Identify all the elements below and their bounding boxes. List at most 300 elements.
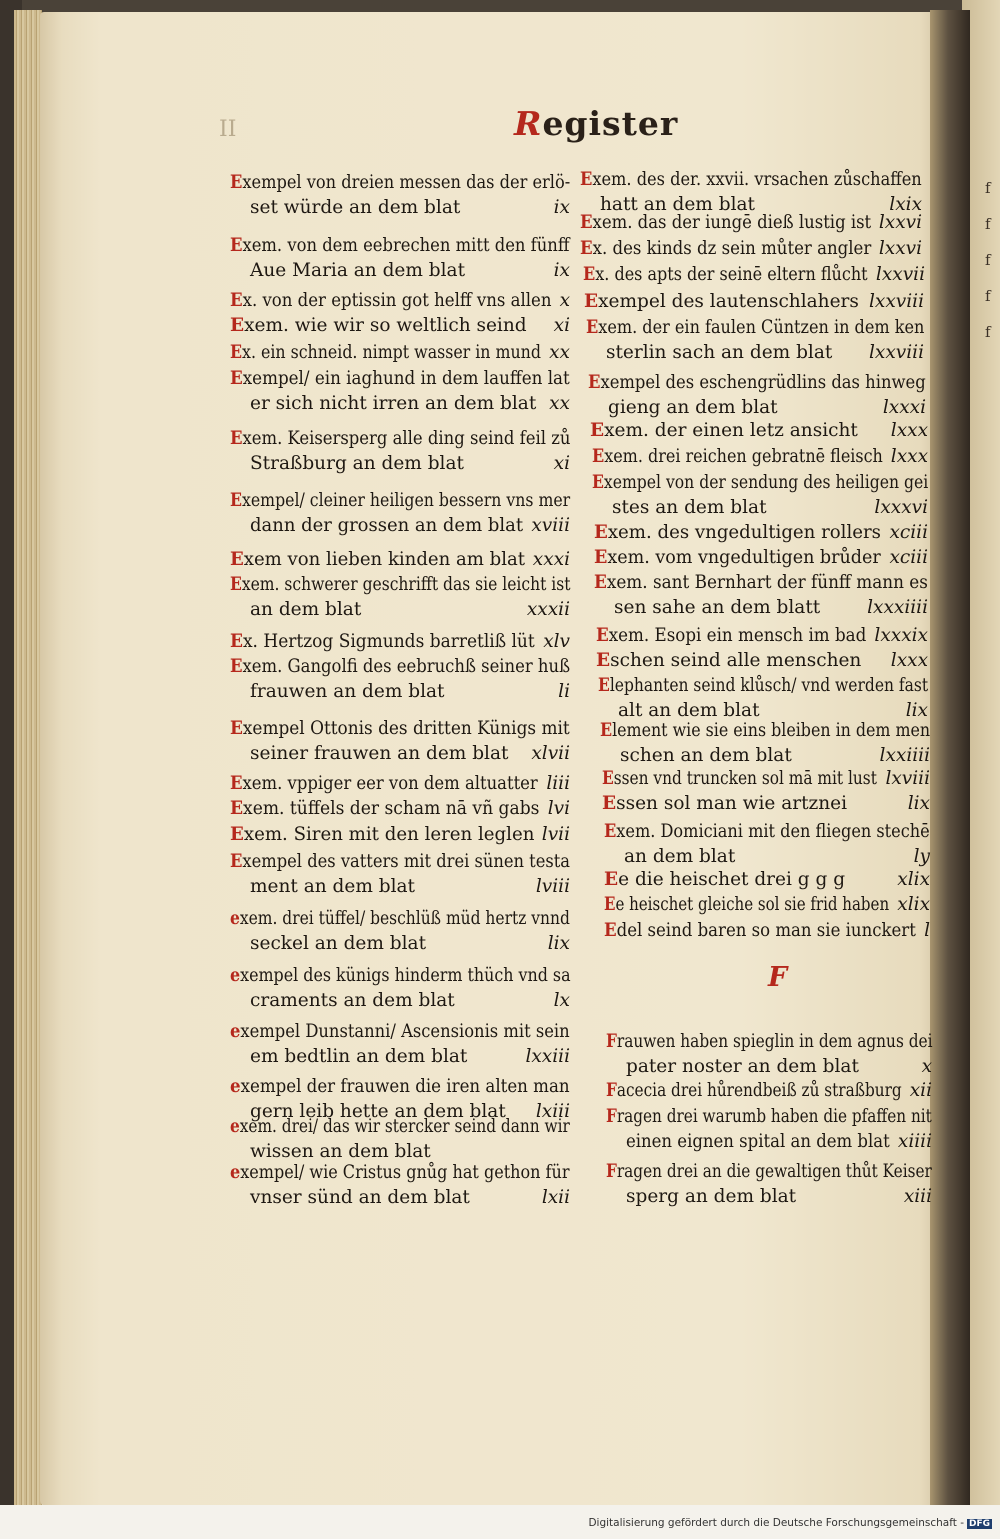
entry-text [230,288,552,313]
entry-text [588,370,926,395]
register-entry [230,963,570,1013]
rubricated-initial: E [586,317,599,338]
next-page-margin-letters [985,170,1000,350]
entry-line [230,771,570,796]
register-entry [230,796,570,821]
register-entry [592,470,928,520]
entry-text-rest: rauwen haben spieglin in dem agnus dei [616,1031,933,1052]
folio-reference: lxxvii [875,264,925,285]
entry-text-rest: ssen sol man wie artznei [616,793,848,814]
entry-line [230,451,570,476]
register-entry [586,315,924,365]
entry-text: an dem blat [624,846,736,867]
folio-reference: xciii [889,547,928,568]
entry-text [230,426,570,451]
entry-line [230,195,570,220]
register-entry [604,867,930,892]
rubricated-initial: e [230,1021,241,1042]
entry-text-rest: xem. schwerer geschrifft das sie leicht ist [241,574,571,595]
entry-text [230,796,539,821]
entry-text [604,867,845,892]
entry-text [230,1019,570,1044]
entry-text [230,771,538,796]
folio-reference: lix [905,700,928,721]
register-entry [230,366,570,416]
entry-line [592,495,928,520]
folio-reference: lxxiiii [879,745,930,766]
register-entry [230,629,570,654]
entry-text-rest: xempel von dreien messen das der erlö- [242,172,571,193]
rubricated-initial: E [230,490,242,511]
heading-initial: R [514,104,543,143]
entry-text-rest: xempel/ cleiner heiligen bessern vns mer [241,490,571,511]
entry-text-rest: xem. der ein faulen Cüntzen in dem ken [598,317,925,338]
entry-line [580,236,922,261]
entry-text [230,629,535,654]
entry-text [594,520,881,545]
entry-text-rest: e heischet gleiche sol sie frid haben [615,894,890,915]
entry-line [592,470,928,495]
rubricated-initial: E [592,472,604,493]
entry-text-rest: xempel Dunstanni/ Ascensionis mit sein [240,1021,570,1042]
entry-line [230,629,570,654]
entry-text-rest: x. des kinds dz sein můter angler [592,238,872,259]
entry-text: seiner frauwen an dem blat [250,743,509,764]
register-entry [592,444,928,469]
register-entry [604,819,930,869]
entry-text [600,718,930,743]
entry-text [594,545,881,570]
rubricated-initial: e [230,1076,241,1097]
rubricated-initial: e [230,965,241,986]
entry-text-rest: xem. tüffels der scham nā vñ gabs [243,798,540,819]
folio-reference: lxviii [885,768,930,789]
folio-reference: lxxx [890,650,928,671]
entry-text [606,1029,933,1054]
rubricated-initial: E [596,625,609,646]
rubricated-initial: F [606,1106,617,1127]
entry-text [230,488,570,513]
entry-text-rest: xem. Keisersperg alle ding seind feil zů [242,428,571,449]
entry-line [230,849,570,874]
rubricated-initial: E [580,169,593,190]
rubricated-initial: E [596,650,611,671]
entry-line [230,597,570,622]
register-entry [602,766,930,791]
entry-text [594,570,928,595]
entry-text [580,210,871,235]
entry-text: schen an dem blat [620,745,792,766]
entry-line [580,210,922,235]
entry-text [604,892,889,917]
folio-reference: lxxviii [869,342,924,363]
entry-text-rest: del seind baren so man sie iunckert [616,920,916,941]
entry-line [592,444,928,469]
register-entry [594,545,928,570]
entry-text-rest: lephanten seind klůsch/ vnd werden fast [609,675,929,696]
entry-text-rest: xempel des künigs hinderm thüch vnd sa [240,965,571,986]
entry-text: gieng an dem blat [608,397,778,418]
folio-reference: xi [553,315,570,336]
rubricated-initial: E [588,372,601,393]
entry-text-rest: ragen drei warumb haben die pfaffen nit [616,1106,932,1127]
heading-rest: egister [542,104,679,143]
entry-text-rest: xem. der einen letz ansicht [604,420,858,441]
rubricated-initial: F [606,1161,617,1182]
rubricated-initial: E [230,773,243,794]
entry-text-rest: ragen drei an die gewaltigen thůt Keiser [616,1161,932,1182]
entry-text-rest: xem. vom vngedultigen brůder [607,547,881,568]
entry-text: seckel an dem blat [250,933,427,954]
entry-text [602,766,877,791]
rubricated-initial: E [230,290,243,311]
register-entry [230,547,570,572]
entry-text [606,1159,932,1184]
rubricated-initial: E [598,675,610,696]
folio-reference: liii [546,773,570,794]
entry-text: em bedtlin an dem blat [250,1046,468,1067]
folio-reference: lxxxix [874,625,928,646]
entry-text: vnser sünd an dem blat [250,1187,470,1208]
entry-text [230,170,570,195]
entry-line [230,654,570,679]
register-entry [584,289,924,314]
entry-text-rest: xempel des eschengrüdlins das hinweg [600,372,926,393]
entry-text [230,340,541,365]
entry-text [230,906,570,931]
register-entry [606,1078,932,1103]
entry-text [230,313,527,338]
folio-reference: lvii [541,824,570,845]
folio-reference: lxii [541,1187,570,1208]
folio-reference: xciii [889,522,928,543]
entry-line [604,918,930,943]
register-entry [230,1160,570,1210]
entry-line [594,595,928,620]
entry-text [596,623,866,648]
section-letter: F [768,962,788,993]
entry-text: pater noster an dem blat [626,1056,859,1077]
folio-reference: xiiii [897,1131,932,1152]
entry-line [606,1159,932,1184]
entry-text: ment an dem blat [250,876,415,897]
entry-text: wissen an dem blat [250,1141,431,1162]
entry-text-rest: xem. Domiciani mit den fliegen stechē [616,821,930,842]
folio-reference: lxxiii [525,1046,570,1067]
register-entry [230,288,570,313]
folio-reference: lxxx [890,420,928,441]
entry-text-rest: x. Hertzog Sigmunds barretliß lüt [242,631,535,652]
entry-line [606,1029,932,1054]
entry-text [230,654,570,679]
folio-reference: li [558,681,570,702]
entry-line [230,547,570,572]
entry-line [594,545,928,570]
register-entry [604,918,930,943]
entry-line [600,743,930,768]
register-entry [596,623,928,648]
entry-text-rest: ssen vnd truncken sol mā mit lust [613,768,877,789]
rubricated-initial: E [230,718,243,739]
register-entry [590,418,928,443]
rubricated-initial: E [604,920,617,941]
folio-reference: ly [913,846,930,867]
register-entry [606,1029,932,1079]
folio-reference: x [559,290,570,311]
entry-text-rest: xem. des der. xxvii. vrsachen zůschaffen [592,169,922,190]
folio-reference: xxxi [532,549,570,570]
rubricated-initial: E [594,547,608,568]
register-entry [580,236,922,261]
entry-line [230,313,570,338]
entry-line [230,679,570,704]
register-entry [230,572,570,622]
book-gutter [930,10,970,1510]
entry-text-rest: e die heischet drei g g g [618,869,846,890]
rubricated-initial: E [584,291,599,312]
entry-line [580,167,922,192]
entry-text-rest: lement wie sie eins bleiben in dem men [612,720,931,741]
entry-line [606,1054,932,1079]
entry-line [604,892,930,917]
register-entry [588,370,926,420]
rubricated-initial: E [604,869,619,890]
entry-text [583,262,868,287]
entry-line [230,741,570,766]
margin-letter: f [985,179,991,197]
entry-text: einen eignen spital an dem blat [626,1131,890,1152]
folio-reference: lxiii [535,1101,570,1122]
entry-text-rest: xem. des vngedultigen rollers [607,522,881,543]
entry-text: Aue Maria an dem blat [250,260,466,281]
entry-line [230,1019,570,1044]
rubricated-initial: E [592,446,605,467]
entry-text-rest: xem. von dem eebrechen mitt den fünff [242,235,570,256]
entry-text-rest: xempel der frauwen die iren alten man [240,1076,570,1097]
folio-reference: xii [909,1080,932,1101]
entry-line [230,796,570,821]
register-entry [604,892,930,917]
register-entry [230,1114,570,1164]
folio-reference: l [924,920,930,941]
entry-line [230,716,570,741]
margin-letter: f [985,215,991,233]
entry-line [602,791,930,816]
entry-text-rest: xem. sant Bernhart der fünff mann es [606,572,928,593]
entry-line [588,370,926,395]
entry-line [586,315,924,340]
entry-line [588,395,926,420]
entry-text: Straßburg an dem blat [250,453,464,474]
rubricated-initial: E [583,264,596,285]
entry-line [606,1129,932,1154]
rubricated-initial: E [600,720,613,741]
entry-text-rest: xem. Siren mit den leren leglen [243,824,535,845]
entry-line [594,570,928,595]
folio-reference: lix [547,933,570,954]
rubricated-initial: e [230,908,240,929]
entry-text: frauwen an dem blat [250,681,445,702]
register-entry [230,906,570,956]
folio-reference: lix [907,793,930,814]
folio-reference: lviii [535,876,570,897]
entry-text: alt an dem blat [618,700,760,721]
entry-text [230,1114,570,1139]
rubricated-initial: F [606,1080,617,1101]
folio-reference: xi [553,453,570,474]
entry-text-rest: x. ein schneid. nimpt wasser in mund [242,342,541,363]
entry-text: set würde an dem blat [250,197,461,218]
entry-line [230,988,570,1013]
entry-text: craments an dem blat [250,990,455,1011]
entry-line [586,340,924,365]
entry-text-rest: xem. wie wir so weltlich seind [244,315,527,336]
entry-line [604,844,930,869]
register-entry [230,849,570,899]
register-entry [580,210,922,235]
entry-text: dann der grossen an dem blat [250,515,524,536]
entry-line [584,289,924,314]
footer-text: Digitalisierung gefördert durch die Deutsche Forschungsgemeinschaft - [588,1517,964,1529]
entry-text-rest: xem. drei tüffel/ beschlüß müd hertz vnnd [239,908,570,929]
register-entry [594,520,928,545]
folio-reference: xlv [543,631,570,652]
entry-text-rest: xempel des vatters mit drei sünen testa [242,851,570,872]
register-entry [600,718,930,768]
entry-text [230,822,534,847]
entry-line [230,906,570,931]
register-entry [606,1159,932,1209]
rubricated-initial: E [230,428,243,449]
entry-text [592,470,928,495]
entry-text [230,1160,569,1185]
rubricated-initial: E [230,172,243,193]
entry-text [606,1104,932,1129]
folio-reference: lxxxvi [874,497,928,518]
entry-text: an dem blat [250,599,362,620]
entry-text-rest: xem. das der iungē dieß lustig ist [592,212,872,233]
register-entry [230,654,570,704]
folio-reference: xx [549,342,570,363]
entry-line [230,288,570,313]
folio-reference: ix [553,197,570,218]
folio-reference: xlix [897,869,930,890]
entry-text [584,289,859,314]
rubricated-initial: E [590,420,605,441]
entry-line [600,718,930,743]
entry-text [230,1074,570,1099]
register-entry [230,1019,570,1069]
folio-reference: lxxxiiii [867,597,928,618]
rubricated-initial: e [230,1116,240,1137]
folio-reference: xlvii [531,743,570,764]
entry-line [606,1078,932,1103]
folio-reference: xxxii [526,599,570,620]
entry-line [230,170,570,195]
entry-text [590,418,858,443]
rubricated-initial: e [230,1162,241,1183]
entry-text: sen sahe an dem blatt [614,597,821,618]
rubricated-initial: F [606,1031,617,1052]
entry-text [230,366,570,391]
register-entry [230,716,570,766]
rubricated-initial: E [230,798,244,819]
entry-text: stes an dem blat [612,497,767,518]
entry-line [604,819,930,844]
entry-text: er sich nicht irren an dem blat [250,393,537,414]
register-entry [594,570,928,620]
rubricated-initial: E [580,212,593,233]
register-entry [230,170,570,220]
entry-line [230,931,570,956]
entry-line [230,963,570,988]
rubricated-initial: E [602,768,614,789]
entry-line [230,572,570,597]
entry-line [230,488,570,513]
entry-text-rest: xem von lieben kinden am blat [243,549,526,570]
folio-reference: lxix [889,194,922,215]
folio-reference: xiii [903,1186,932,1207]
entry-text: hatt an dem blat [600,194,755,215]
entry-text: sterlin sach an dem blat [606,342,833,363]
folio-reference: lxxviii [869,291,924,312]
entry-text-rest: x. von der eptissin got helff vns allen [242,290,552,311]
entry-line [230,391,570,416]
entry-line [596,648,928,673]
entry-line [604,867,930,892]
entry-text [592,444,883,469]
entry-line [230,822,570,847]
entry-text: gern leib hette an dem blat [250,1101,506,1122]
entry-line [583,262,925,287]
register-entry [230,426,570,476]
entry-text: sperg an dem blat [626,1186,797,1207]
rubricated-initial: E [602,793,617,814]
rubricated-initial: E [230,656,243,677]
entry-text [598,673,928,698]
folio-reference: lvi [547,798,570,819]
entry-line [230,340,570,365]
dfg-footer [588,1517,992,1529]
page-edges [14,10,42,1510]
rubricated-initial: E [604,821,617,842]
entry-line [230,1044,570,1069]
register-entry [230,488,570,538]
entry-text [230,716,570,741]
rubricated-initial: E [230,574,242,595]
entry-line [230,874,570,899]
entry-text-rest: xempel des lautenschlahers [598,291,859,312]
entry-text-rest: xempel/ wie Cristus gnůg hat gethon für [240,1162,570,1183]
folio-reference: x [921,1056,932,1077]
margin-letter: f [985,251,991,269]
entry-text [230,963,571,988]
margin-letter: f [985,287,991,305]
folio-reference: lxxxi [882,397,926,418]
entry-line [230,426,570,451]
entry-text [604,819,930,844]
dfg-logo: DFG [968,1519,990,1529]
rubricated-initial: E [594,522,608,543]
entry-line [590,418,928,443]
entry-text-rest: xem. drei/ das wir stercker seind dann wir [239,1116,570,1137]
rubricated-initial: E [230,342,243,363]
entry-line [606,1184,932,1209]
entry-text [230,572,571,597]
rubricated-initial: E [230,824,244,845]
register-entry [230,233,570,283]
folio-reference: ix [553,260,570,281]
